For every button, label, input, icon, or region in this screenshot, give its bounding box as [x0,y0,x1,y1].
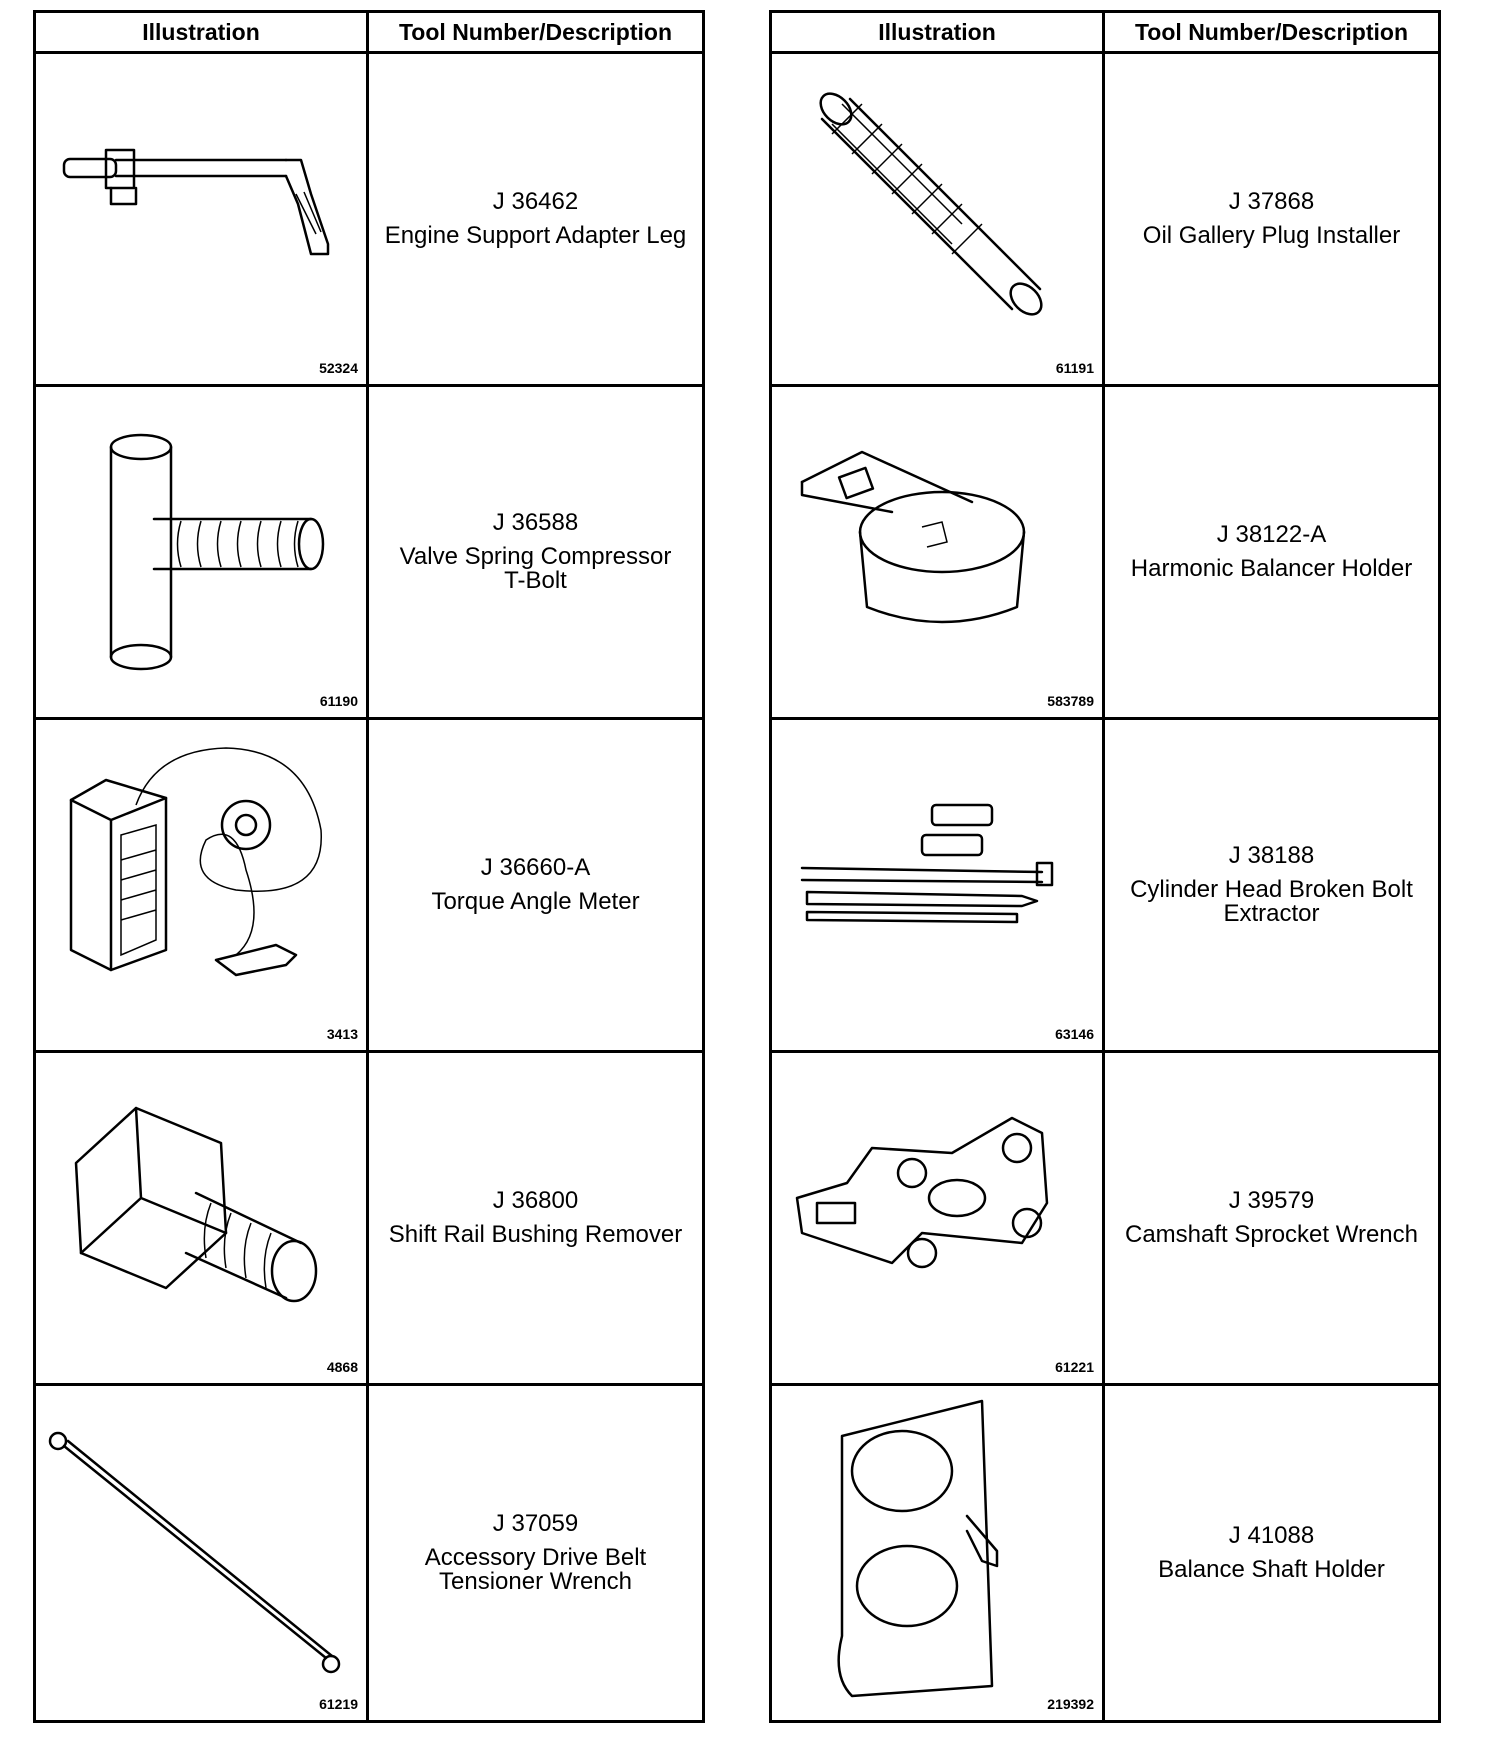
tool-number: J 36660-A [480,854,591,881]
figure-number: 61191 [1055,360,1094,376]
table-row [36,720,702,1053]
header-illustration: Illustration [772,13,1105,51]
tool-table-right [769,10,1441,1723]
tool-table-left [33,10,705,1723]
figure-number: 52324 [319,360,358,376]
tool-number: J 38122-A [1216,521,1327,548]
table-row [36,387,702,720]
illustration-cell [772,1386,1105,1720]
illustration-cell [36,387,369,717]
figure-number: 61221 [1055,1359,1094,1375]
figure-number: 63146 [1055,1026,1094,1042]
table-row [772,1053,1438,1386]
table-row [772,54,1438,387]
tool-name: Oil Gallery Plug Installer [1142,222,1401,249]
tool-name: Accessory Drive Belt Tensioner Wrench [424,1544,647,1595]
balancer-holder-icon [772,387,1102,720]
table-header [772,13,1438,54]
tool-description [369,720,702,1050]
balance-shaft-holder-icon [772,1386,1102,1720]
illustration-cell [36,54,369,384]
figure-number: 3413 [326,1026,358,1042]
figure-number: 61190 [319,693,358,709]
tensioner-wrench-icon [36,1386,366,1720]
tool-description [369,1386,702,1720]
tool-number: J 39579 [1228,1187,1315,1214]
bolt-extractor-icon [772,720,1102,1053]
t-bolt-icon [36,387,366,720]
illustration-cell [772,720,1105,1050]
tool-description [369,1053,702,1383]
tool-name: Shift Rail Bushing Remover [388,1221,683,1248]
plug-installer-icon [772,54,1102,387]
tool-name: Engine Support Adapter Leg [384,222,687,249]
tool-name: Harmonic Balancer Holder [1130,555,1413,582]
figure-number: 61219 [319,1696,358,1712]
illustration-cell [36,720,369,1050]
table-row [36,1386,702,1720]
torque-angle-meter-icon [36,720,366,1053]
header-tool: Tool Number/Description [398,18,673,45]
tool-number: J 37059 [492,1510,579,1537]
illustration-cell [36,1053,369,1383]
tool-description [1105,720,1438,1050]
figure-number: 219392 [1047,1696,1094,1712]
tool-name: Torque Angle Meter [431,888,640,915]
header-tool: Tool Number/Description [1134,18,1409,45]
tool-description [369,387,702,717]
tool-name: Cylinder Head Broken Bolt Extractor [1130,876,1413,927]
table-row [772,720,1438,1053]
tool-description [1105,1053,1438,1383]
tool-number: J 41088 [1228,1522,1315,1549]
tool-number: J 38188 [1228,842,1315,869]
illustration-cell [772,1053,1105,1383]
figure-number: 583789 [1047,693,1094,709]
tool-description [369,54,702,384]
table-row [36,54,702,387]
table-row [772,1386,1438,1720]
bushing-remover-icon [36,1053,366,1386]
table-header [36,13,702,54]
illustration-cell [772,54,1105,384]
tool-name: Camshaft Sprocket Wrench [1124,1221,1418,1248]
tool-number: J 36588 [492,509,579,536]
illustration-cell [772,387,1105,717]
sprocket-wrench-icon [772,1053,1102,1386]
table-row [36,1053,702,1386]
tool-description [1105,54,1438,384]
tool-number: J 36800 [492,1187,579,1214]
illustration-cell [36,1386,369,1720]
table-row [772,387,1438,720]
tool-description [1105,387,1438,717]
tool-description [1105,1386,1438,1720]
figure-number: 4868 [326,1359,358,1375]
tool-name: Balance Shaft Holder [1158,1556,1385,1583]
engine-support-adapter-leg-icon [36,54,366,387]
header-illustration: Illustration [36,13,369,51]
tool-number: J 37868 [1228,188,1315,215]
tool-name: Valve Spring Compressor T-Bolt [399,543,672,594]
tool-number: J 36462 [492,188,579,215]
